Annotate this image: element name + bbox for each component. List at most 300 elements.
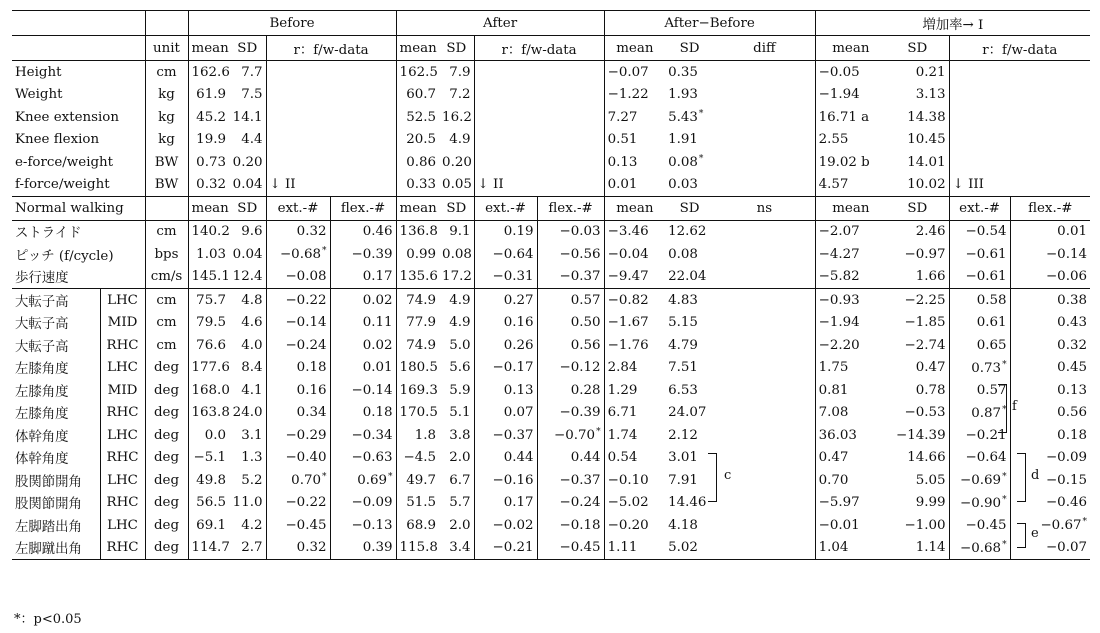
value-cell: −0.61 xyxy=(949,243,1010,266)
value-cell: −0.54 xyxy=(949,220,1010,243)
unit-cell: kg xyxy=(145,106,188,129)
header-group-before: Before xyxy=(188,11,396,36)
value-cell: 10.45 xyxy=(907,132,946,148)
significance-mark: * xyxy=(698,109,704,120)
value-cell: 4.9 xyxy=(449,132,471,148)
value-cell: 3.8 xyxy=(449,427,471,443)
value-cell: 0.26 xyxy=(474,334,537,357)
value-cell: 6.7 xyxy=(449,472,471,488)
row-label: 左脚踏出角 xyxy=(15,519,82,535)
body-row-posture-6 xyxy=(12,424,1090,447)
row-label: 股関節開角 xyxy=(15,497,82,513)
value-cell xyxy=(474,106,604,129)
value-cell: −0.09 xyxy=(330,492,396,515)
value-cell: 0.16 xyxy=(266,379,330,402)
value-cell xyxy=(266,106,396,129)
significance-mark: * xyxy=(322,472,327,483)
value-cell: 11.0 xyxy=(232,495,263,511)
position-cell: LHC xyxy=(100,424,145,447)
value-cell: 75.7 xyxy=(188,289,229,312)
value-cell: −0.08 xyxy=(266,266,330,289)
value-cell xyxy=(474,151,604,174)
unit-cell xyxy=(145,197,188,221)
value-cell: 51.5 xyxy=(396,492,439,515)
header-group-diff: After−Before xyxy=(604,11,815,36)
value-cell: −0.34 xyxy=(330,424,396,447)
value-cell xyxy=(474,84,604,107)
value-cell: 0.13 xyxy=(474,379,537,402)
header-row-groups xyxy=(12,11,1090,36)
unit-cell: deg xyxy=(145,514,188,537)
significance-mark: * xyxy=(596,427,601,438)
value-cell: 3.1 xyxy=(241,427,263,443)
value-cell: 0.02 xyxy=(330,289,396,312)
value-cell: −0.67* xyxy=(1010,514,1090,537)
value-cell: 10.02 xyxy=(907,177,946,193)
value-cell: 115.8 xyxy=(396,537,439,560)
value-cell xyxy=(949,151,1090,174)
header-group-rate: 増加率→ I xyxy=(815,11,1090,36)
header-group-after: After xyxy=(396,11,604,36)
row-label: Weight xyxy=(15,87,63,103)
value-cell: 24.0 xyxy=(232,405,263,421)
value-cell xyxy=(266,61,396,84)
value-cell: 4.4 xyxy=(241,132,263,148)
value-cell: −0.22 xyxy=(266,289,330,312)
value-cell: 0.20 xyxy=(232,154,263,170)
value-cell: 0.44 xyxy=(474,447,537,470)
header-sd: SD xyxy=(446,40,467,56)
value-cell: 180.5 xyxy=(396,357,439,380)
unit-cell: cm/s xyxy=(145,266,188,289)
header-blank xyxy=(12,36,145,61)
unit-cell: deg xyxy=(145,402,188,425)
row-label: 大転子高 xyxy=(12,289,100,312)
bracket-f xyxy=(998,384,1007,433)
value-cell: ↓ III xyxy=(949,174,1090,197)
table-body xyxy=(12,11,1090,560)
body-row-posture-3 xyxy=(12,357,1090,380)
value-cell: −5.1 xyxy=(188,447,229,470)
value-cell: 4.1 xyxy=(241,382,263,398)
value-cell: 4.9 xyxy=(439,289,474,312)
unit-cell: deg xyxy=(145,379,188,402)
value-cell: −1.76 xyxy=(604,334,665,357)
value-cell: −0.29 xyxy=(266,424,330,447)
value-cell: 0.05 xyxy=(442,177,472,193)
significance-mark: * xyxy=(698,154,704,165)
value-cell: −0.14 xyxy=(266,312,330,335)
value-cell: 19.02 b xyxy=(815,151,886,174)
value-cell xyxy=(714,266,815,289)
value-cell xyxy=(949,84,1090,107)
unit-cell: cm xyxy=(145,334,188,357)
value-cell xyxy=(714,129,815,152)
value-cell: 0.28 xyxy=(537,379,604,402)
value-cell: 5.2 xyxy=(241,472,263,488)
position-cell: RHC xyxy=(100,537,145,560)
value-cell: 0.56 xyxy=(1010,402,1090,425)
row-label: f-force/weight xyxy=(15,177,110,193)
position-cell: LHC xyxy=(100,357,145,380)
value-cell: −0.04 xyxy=(604,243,665,266)
footnote: *：p<0.05 xyxy=(14,612,82,627)
value-cell: 0.01 xyxy=(1010,220,1090,243)
value-cell: 0.0 xyxy=(188,424,229,447)
value-cell: 0.38 xyxy=(1010,289,1090,312)
value-cell: 14.66 xyxy=(907,450,946,466)
value-cell: 0.32 xyxy=(188,174,229,197)
body-row-posture-10 xyxy=(12,514,1090,537)
value-cell xyxy=(714,424,815,447)
header-unit: unit xyxy=(145,36,188,61)
value-cell: 0.17 xyxy=(330,266,396,289)
value-cell: 2.84 xyxy=(604,357,665,380)
value-cell: −0.21 xyxy=(474,537,537,560)
value-cell xyxy=(714,312,815,335)
value-cell: 162.5 xyxy=(396,61,439,84)
value-cell: 79.5 xyxy=(188,312,229,335)
value-cell: −0.53 xyxy=(904,405,946,421)
unit-cell: kg xyxy=(145,129,188,152)
significance-mark: * xyxy=(322,246,327,257)
header-r: r：f/w-data xyxy=(474,36,604,61)
significance-mark: * xyxy=(1002,494,1007,505)
header-blank-unit xyxy=(145,11,188,36)
value-cell: 0.04 xyxy=(232,246,263,262)
value-cell: 1.66 xyxy=(915,269,946,285)
row-label: ストライド xyxy=(12,220,145,243)
row-label: 左膝角度 xyxy=(15,407,69,423)
body-row-walking-2 xyxy=(12,266,1090,289)
body-row-knee-flexion xyxy=(12,129,1090,152)
value-cell: −0.40 xyxy=(266,447,330,470)
value-cell xyxy=(714,379,815,402)
value-cell: −0.56 xyxy=(537,243,604,266)
value-cell: 2.55 xyxy=(815,129,886,152)
position-cell: RHC xyxy=(100,492,145,515)
value-cell: 3.01 xyxy=(668,450,698,466)
row-label: ピッチ (f/cycle) xyxy=(15,248,114,264)
value-cell: 0.57 xyxy=(949,379,1010,402)
value-cell: 12.62 xyxy=(665,220,714,243)
value-cell: 1.3 xyxy=(241,450,263,466)
value-cell: 0.02 xyxy=(330,334,396,357)
value-cell: 52.5 xyxy=(396,106,439,129)
body-row-posture-7 xyxy=(12,447,1090,470)
value-cell: −0.37 xyxy=(537,469,604,492)
header-col: mean xyxy=(604,197,665,221)
value-cell: −0.07 xyxy=(604,61,665,84)
row-label: 大転子高 xyxy=(15,339,69,355)
value-cell: 14.01 xyxy=(907,154,946,170)
value-cell xyxy=(266,129,396,152)
value-cell: 5.1 xyxy=(449,405,471,421)
header-mean: mean xyxy=(396,36,439,61)
value-cell: 0.54 xyxy=(604,447,665,470)
value-cell: 0.51 xyxy=(604,129,665,152)
value-cell: −0.18 xyxy=(537,514,604,537)
value-cell: 8.4 xyxy=(241,360,263,376)
value-cell: 0.57 xyxy=(537,289,604,312)
value-cell: 0.11 xyxy=(330,312,396,335)
unit-cell: cm xyxy=(145,312,188,335)
value-cell: 1.8 xyxy=(396,424,439,447)
position-cell: LHC xyxy=(100,289,145,312)
value-cell: −9.47 xyxy=(604,266,665,289)
unit-cell: bps xyxy=(145,243,188,266)
value-cell: 5.02 xyxy=(665,537,714,560)
value-cell: 169.3 xyxy=(396,379,439,402)
value-cell: 0.17 xyxy=(474,492,537,515)
value-cell: −2.20 xyxy=(815,334,886,357)
value-cell: 4.83 xyxy=(665,289,714,312)
value-cell: 7.91 xyxy=(668,472,698,488)
value-cell: 5.0 xyxy=(449,337,471,353)
value-cell: 0.47 xyxy=(815,447,886,470)
value-cell: 5.7 xyxy=(449,495,471,511)
value-cell xyxy=(714,334,815,357)
value-cell: 0.07 xyxy=(474,402,537,425)
value-cell: −0.06 xyxy=(1010,266,1090,289)
value-cell xyxy=(714,61,815,84)
value-cell xyxy=(714,447,815,470)
value-cell: 0.32 xyxy=(1010,334,1090,357)
value-cell: 0.46 xyxy=(330,220,396,243)
value-cell: −0.24 xyxy=(537,492,604,515)
value-cell: 0.34 xyxy=(266,402,330,425)
value-cell: 56.5 xyxy=(188,492,229,515)
position-cell: MID xyxy=(100,312,145,335)
row-label: 左膝角度 xyxy=(15,384,69,400)
value-cell: 0.47 xyxy=(915,360,946,376)
header-col: SD xyxy=(439,197,474,221)
value-cell: 16.2 xyxy=(442,109,472,125)
row-label: 体幹角度 xyxy=(15,429,69,445)
section-title-normal-walking: Normal walking xyxy=(12,197,145,221)
value-cell: 0.45 xyxy=(1010,357,1090,380)
value-cell: 0.18 xyxy=(266,357,330,380)
bracket-label-d: d xyxy=(1031,468,1040,483)
body-row-f-force-weight xyxy=(12,174,1090,197)
value-cell: −0.01 xyxy=(815,514,886,537)
value-cell: 163.8 xyxy=(188,402,229,425)
value-cell: −0.10 xyxy=(604,469,665,492)
value-cell: 1.14 xyxy=(886,537,949,560)
value-cell: 2.46 xyxy=(886,220,949,243)
value-cell: −5.97 xyxy=(815,492,886,515)
value-cell: 135.6 xyxy=(396,266,439,289)
value-cell: 0.32 xyxy=(266,220,330,243)
value-cell: 145.1 xyxy=(188,266,229,289)
significance-mark: * xyxy=(1002,472,1007,483)
header-row-sub xyxy=(12,36,1090,61)
value-cell: 2.0 xyxy=(449,517,471,533)
value-cell xyxy=(266,151,396,174)
value-cell: 6.71 xyxy=(604,402,665,425)
value-cell: 49.8 xyxy=(188,469,229,492)
value-cell xyxy=(714,243,815,266)
results-table-container xyxy=(12,10,1090,560)
value-cell: 0.27 xyxy=(474,289,537,312)
header-col: mean xyxy=(396,197,439,221)
unit-cell: deg xyxy=(145,492,188,515)
value-cell: −0.31 xyxy=(474,266,537,289)
body-row-posture-0 xyxy=(12,289,1090,312)
position-cell: LHC xyxy=(100,514,145,537)
value-cell: 2.0 xyxy=(449,450,471,466)
value-cell xyxy=(714,537,815,560)
value-cell: −0.21 xyxy=(949,424,1010,447)
value-cell: 0.50 xyxy=(537,312,604,335)
row-label: 左膝角度 xyxy=(15,362,69,378)
value-cell: −1.22 xyxy=(604,84,665,107)
row-label: Knee flexion xyxy=(15,132,100,148)
value-cell: 0.32 xyxy=(266,537,330,560)
value-cell: 49.7 xyxy=(396,469,439,492)
position-cell: RHC xyxy=(100,447,145,470)
value-cell: −3.46 xyxy=(604,220,665,243)
body-row-posture-8 xyxy=(12,469,1090,492)
value-cell: 0.20 xyxy=(442,154,472,170)
unit-cell: deg xyxy=(145,357,188,380)
row-label: 股関節開角 xyxy=(15,474,82,490)
bracket-e xyxy=(1017,523,1026,548)
value-cell: 61.9 xyxy=(188,84,229,107)
value-cell: −1.94 xyxy=(815,312,886,335)
value-cell: −0.45 xyxy=(537,537,604,560)
value-cell: 0.65 xyxy=(949,334,1010,357)
results-table xyxy=(12,10,1090,560)
value-cell: 7.27 xyxy=(604,106,665,129)
value-cell: −0.90* xyxy=(949,492,1010,515)
bracket-c xyxy=(708,453,717,502)
value-cell: 4.6 xyxy=(241,315,263,331)
header-diff: diff xyxy=(753,40,776,56)
value-cell: 3.13 xyxy=(915,87,946,103)
value-cell xyxy=(714,220,815,243)
bracket-d xyxy=(1017,453,1026,502)
row-label: e-force/weight xyxy=(15,154,114,170)
value-cell: −0.61 xyxy=(949,266,1010,289)
value-cell: −2.07 xyxy=(815,220,886,243)
value-cell: −0.03 xyxy=(537,220,604,243)
header-r: r：f/w-data xyxy=(266,36,396,61)
value-cell: −0.82 xyxy=(604,289,665,312)
value-cell: 1.91 xyxy=(668,132,698,148)
value-cell: 7.7 xyxy=(229,61,266,84)
value-cell: −1.94 xyxy=(815,84,886,107)
value-cell: −0.45 xyxy=(266,514,330,537)
value-cell: ↓ II xyxy=(266,174,396,197)
value-cell: 5.6 xyxy=(449,360,471,376)
value-cell: −0.68* xyxy=(949,537,1010,560)
value-cell: −0.07 xyxy=(1010,537,1090,560)
value-cell: 0.39 xyxy=(330,537,396,560)
value-cell xyxy=(714,151,815,174)
value-cell: 7.51 xyxy=(668,360,698,376)
unit-cell: kg xyxy=(145,84,188,107)
value-cell: 9.6 xyxy=(229,220,266,243)
value-cell: −2.74 xyxy=(904,337,946,353)
value-cell: 0.33 xyxy=(396,174,439,197)
header-mean: mean xyxy=(815,36,886,61)
header-sd: SD xyxy=(907,40,928,56)
value-cell: 0.61 xyxy=(949,312,1010,335)
value-cell: 0.99 xyxy=(396,243,439,266)
value-cell: −0.17 xyxy=(474,357,537,380)
bracket-label-e: e xyxy=(1031,526,1039,541)
unit-cell: BW xyxy=(145,151,188,174)
value-cell: 0.18 xyxy=(330,402,396,425)
unit-cell: deg xyxy=(145,537,188,560)
value-cell: 0.08 xyxy=(442,246,472,262)
value-cell: −0.14 xyxy=(1010,243,1090,266)
value-cell: −0.14 xyxy=(330,379,396,402)
value-cell: 7.2 xyxy=(449,87,471,103)
value-cell: −1.85 xyxy=(904,315,946,331)
value-cell: −1.67 xyxy=(604,312,665,335)
value-cell xyxy=(714,492,815,515)
header-col: SD xyxy=(886,197,949,221)
value-cell: 0.70* xyxy=(266,469,330,492)
value-cell: 170.5 xyxy=(396,402,439,425)
value-cell: 140.2 xyxy=(188,220,229,243)
value-cell: 7.08 xyxy=(815,402,886,425)
position-cell: MID xyxy=(100,379,145,402)
body-row-posture-5 xyxy=(12,402,1090,425)
value-cell: 60.7 xyxy=(396,84,439,107)
value-cell: 1.11 xyxy=(604,537,665,560)
significance-mark: * xyxy=(388,472,393,483)
value-cell: −0.45 xyxy=(949,514,1010,537)
value-cell: 0.73* xyxy=(949,357,1010,380)
value-cell xyxy=(714,174,815,197)
value-cell: 5.43* xyxy=(668,109,704,126)
value-cell: −0.02 xyxy=(474,514,537,537)
value-cell: 5.9 xyxy=(449,382,471,398)
value-cell: 0.35 xyxy=(665,61,714,84)
header-sd: SD xyxy=(237,40,258,56)
body-row-knee-extension xyxy=(12,106,1090,129)
header-col: ext.-# xyxy=(474,197,537,221)
value-cell: 0.56 xyxy=(537,334,604,357)
value-cell: −0.24 xyxy=(266,334,330,357)
value-cell: 6.53 xyxy=(668,382,698,398)
body-row-walking-1 xyxy=(12,243,1090,266)
value-cell: 4.9 xyxy=(449,315,471,331)
value-cell: 3.4 xyxy=(439,537,474,560)
value-cell xyxy=(266,84,396,107)
value-cell: 0.21 xyxy=(886,61,949,84)
position-cell: LHC xyxy=(100,469,145,492)
value-cell: 0.01 xyxy=(604,174,665,197)
value-cell: −0.69* xyxy=(949,469,1010,492)
header-col: ns xyxy=(714,197,815,221)
value-cell: −0.13 xyxy=(330,514,396,537)
row-label: 歩行速度 xyxy=(15,271,69,287)
significance-mark: * xyxy=(1002,359,1007,370)
value-cell: 0.87* xyxy=(949,402,1010,425)
value-cell: 4.79 xyxy=(668,337,698,353)
value-cell: ↓ II xyxy=(474,174,604,197)
row-label: Knee extension xyxy=(15,109,119,125)
value-cell: 2.7 xyxy=(229,537,266,560)
header-row-normal-walking xyxy=(12,197,1090,221)
value-cell: 4.57 xyxy=(815,174,886,197)
value-cell: 17.2 xyxy=(442,269,472,285)
value-cell: −0.37 xyxy=(474,424,537,447)
